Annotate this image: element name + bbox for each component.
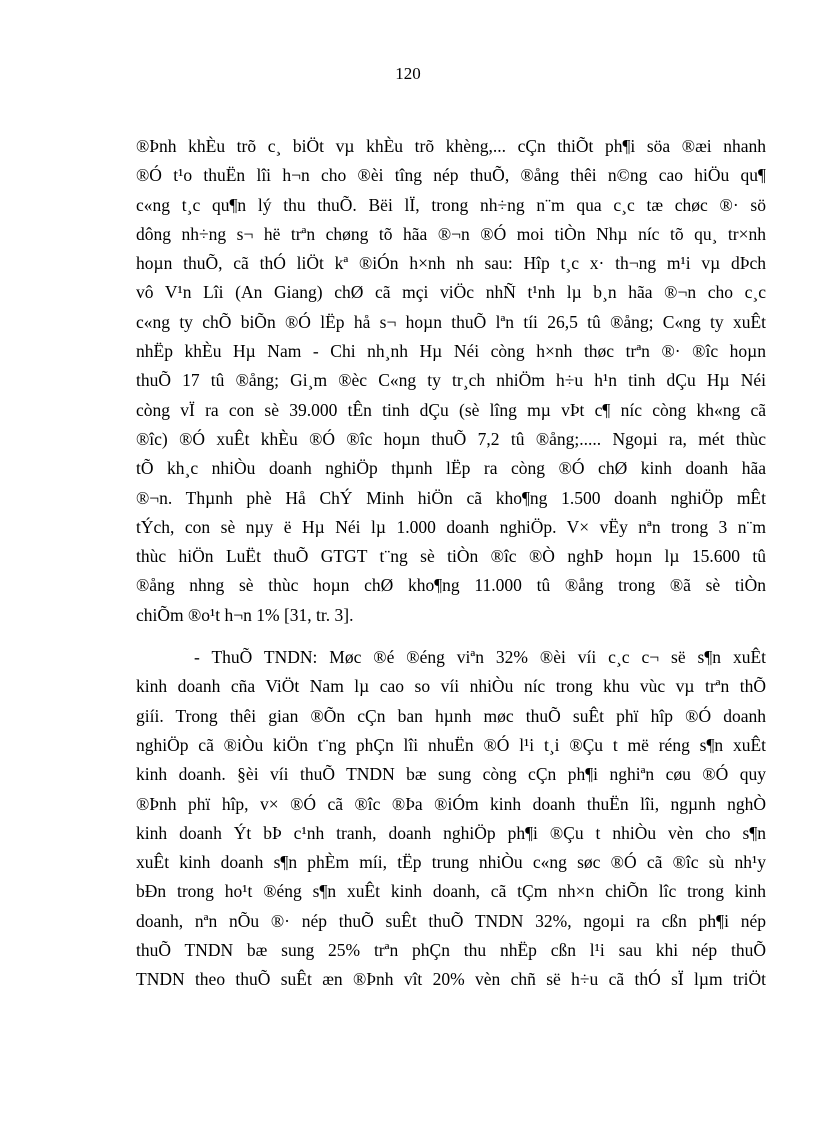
text-line: bÐn trong ho¹t ®éng s¶n xuÊt kinh doanh, cã tÇm nh×n chiÕn lîc trong kinh bbox=[136, 881, 766, 902]
paragraph-1 bbox=[136, 132, 766, 630]
text-line: kinh doanh cña ViÖt Nam lµ cao so víi nhiÒu níc trong khu vùc vµ trªn thÕ bbox=[136, 676, 766, 697]
text-line: ®Þnh phï hîp, v× ®Ó cã ®îc ®Þa ®iÓm kinh doanh thuËn lîi, ngµnh nghÒ bbox=[136, 793, 766, 814]
text-line: ®ång nhng sè thùc hoµn chØ kho¶ng 11.000 tû ®ång trong ®ã sè tiÒn bbox=[136, 575, 766, 596]
text-line: chiÕm ®o¹t h¬n 1% [31, tr. 3]. bbox=[136, 604, 354, 625]
text-line: thùc hiÖn LuËt thuÕ GTGT t¨ng sè tiÒn ®îc ®Ò nghÞ hoµn lµ 15.600 tû bbox=[136, 546, 766, 567]
text-line: tÝch, con sè nµy ë Hµ Néi lµ 1.000 doanh nghiÖp. V× vËy nªn trong 3 n¨m bbox=[136, 516, 766, 537]
body-text bbox=[136, 132, 766, 995]
text-line: tÕ kh¸c nhiÒu doanh nghiÖp thµnh lËp ra còng ®Ó chØ kinh doanh hãa bbox=[136, 458, 766, 479]
text-line: ®¬n. Thµnh phè Hå ChÝ Minh hiÖn cã kho¶ng 1.500 doanh nghiÖp mÊt bbox=[136, 487, 766, 508]
paragraph-2 bbox=[136, 643, 766, 995]
text-line: giíi. Trong thêi gian ®Õn cÇn ban hµnh møc thuÕ suÊt phï hîp ®Ó doanh bbox=[136, 705, 766, 726]
text-line: - ThuÕ TNDN: Møc ®é ®éng viªn 32% ®èi víi c¸c c¬ së s¶n xuÊt bbox=[194, 647, 766, 668]
text-line: doanh, nªn nÕu ®· nép thuÕ suÊt thuÕ TNDN 32%, ngoµi ra cßn ph¶i nép bbox=[136, 910, 766, 931]
text-line: ®Ó t¹o thuËn lîi h¬n cho ®èi tîng nép thuÕ, ®ång thêi n©ng cao hiÖu qu¶ bbox=[136, 165, 766, 186]
text-line: ®îc) ®Ó xuÊt khÈu ®Ó ®îc hoµn thuÕ 7,2 tû ®ång;..... Ngoµi ra, mét thùc bbox=[136, 428, 766, 449]
text-line: dông nh÷ng s¬ hë trªn chøng tõ hãa ®¬n ®Ó moi tiÒn Nhµ níc tõ qu¸ tr×nh bbox=[136, 223, 766, 244]
text-line: c«ng ty chÕ biÕn ®Ó lËp hå s¬ hoµn thuÕ lªn tíi 26,5 tû ®ång; C«ng ty xuÊt bbox=[136, 311, 766, 332]
text-line: nghiÖp cã ®iÒu kiÖn t¨ng phÇn lîi nhuËn ®Ó l¹i t¸i ®Çu t më réng s¶n xuÊt bbox=[136, 734, 766, 755]
text-line: thuÕ 17 tû ®ång; Gi¸m ®èc C«ng ty tr¸ch nhiÖm h÷u h¹n tinh dÇu Hµ Néi bbox=[136, 370, 766, 391]
text-line: c«ng t¸c qu¶n lý thu thuÕ. Bëi lÏ, trong nh÷ng n¨m qua c¸c tæ chøc ®· sö bbox=[136, 194, 766, 215]
text-line: ®Þnh khÈu trõ c¸ biÖt vµ khÈu trõ khèng,... cÇn thiÕt ph¶i söa ®æi nhanh bbox=[136, 136, 766, 156]
text-line: nhËp khÈu Hµ Nam - Chi nh¸nh Hµ Néi còng h×nh thøc trªn ®· ®îc hoµn bbox=[136, 341, 766, 362]
text-line: còng vÏ ra con sè 39.000 tÊn tinh dÇu (sè lîng mµ vÞt c¶ níc còng kh«ng cã bbox=[136, 399, 766, 420]
page-number: 120 bbox=[395, 64, 421, 83]
text-line: xuÊt kinh doanh s¶n phÈm míi, tËp trung nhiÒu c«ng søc ®Ó cã ®îc sù nh¹y bbox=[136, 852, 766, 873]
text-line: hoµn thuÕ, cã thÓ liÖt kª ®iÓn h×nh nh sau: Hîp t¸c x· th¬ng m¹i vµ dÞch bbox=[136, 253, 766, 274]
text-line: kinh doanh Ýt bÞ c¹nh tranh, doanh nghiÖp ph¶i ®Çu t nhiÒu vèn cho s¶n bbox=[136, 822, 766, 843]
text-line: thuÕ TNDN bæ sung 25% trªn phÇn thu nhËp cßn l¹i sau khi nép thuÕ bbox=[136, 940, 766, 961]
text-line: vô V¹n Lîi (An Giang) chØ cã mçi viÖc nhÑ t¹nh lµ b¸n hãa ®¬n cho c¸c bbox=[136, 282, 766, 303]
text-line: TNDN theo thuÕ suÊt æn ®Þnh vît 20% vèn chñ së h÷u cã thÓ sÏ lµm triÖt bbox=[136, 969, 766, 990]
text-line: kinh doanh. §èi víi thuÕ TNDN bæ sung còng cÇn ph¶i nghiªn cøu ®Ó quy bbox=[136, 764, 766, 785]
